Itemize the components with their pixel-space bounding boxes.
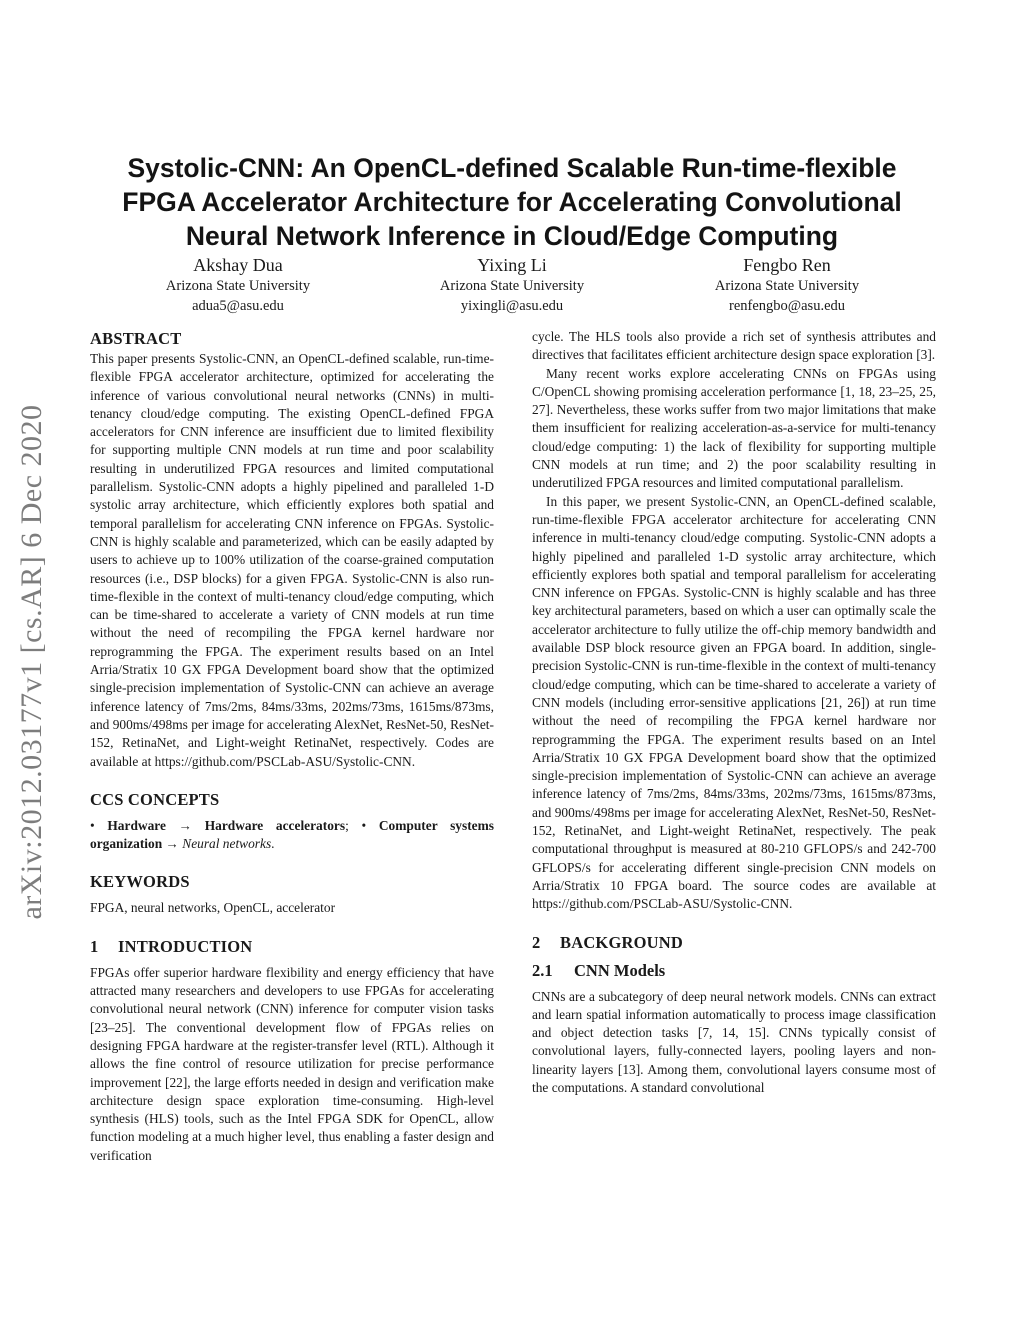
author-block-2 [382, 254, 642, 316]
title-line-3: Neural Network Inference in Cloud/Edge Computing [185, 220, 839, 251]
title-line-2: FPGA Accelerator Architecture for Accelerating Convolutional [122, 186, 902, 217]
ccs-item-neural-networks: Neural networks [182, 836, 272, 852]
author-name: Akshay Dua [193, 255, 283, 275]
cnn-models-subheading [532, 960, 936, 982]
author-name: Fengbo Ren [743, 255, 831, 275]
ccs-end: . [271, 836, 275, 852]
introduction-paragraph-2: Many recent works explore accelerating CNNs on FPGAs using C/OpenCL showing promising acceleration performance [1, 18, 23–25, 25, 27]. Nevertheless, these works suffer from two major limitations that make them insufficient for realizing acceleration-as-a-service for multi-tenancy cloud/edge computing: 1) the lack of flexibility for supporting multiple CNN models at run time; and 2) the poor scalability resulting in underutilized FPGA resources and limited computational parallelism. [532, 365, 936, 491]
section-number: 2 [532, 932, 541, 952]
section-title: INTRODUCTION [118, 936, 253, 956]
author-email: renfengbo@asu.edu [728, 298, 846, 314]
arxiv-identifier: arXiv:2012.03177v1 [cs.AR] 6 Dec 2020 [15, 404, 48, 920]
keywords-heading: KEYWORDS [90, 872, 190, 892]
author-affiliation: Arizona State University [439, 278, 585, 294]
ccs-heading: CCS CONCEPTS [90, 789, 220, 809]
author-email: adua5@asu.edu [192, 298, 284, 314]
subsection-number: 2.1 [532, 960, 553, 980]
author-block-1 [108, 254, 368, 316]
keywords-text: FPGA, neural networks, OpenCL, accelerator [90, 900, 336, 916]
introduction-heading [90, 936, 494, 958]
paper-title [90, 151, 934, 253]
author-affiliation: Arizona State University [714, 278, 860, 294]
subsection-title: CNN Models [574, 960, 666, 980]
background-heading [532, 932, 936, 954]
ccs-bullet: • [90, 817, 108, 833]
introduction-paragraph-1: FPGAs offer superior hardware flexibility and energy efficiency that have attracted many researchers and developers to use FPGAs for accelerating convolutional neural network (CNN) inference for computer vision tasks [23–25]. The conventional development flow of FPGAs relies on designing FPGA hardware at the register-transfer level (RTL). Although it allows the fine control of resource utilization for precise performance improvement [22], the large efforts needed in design and verification make architecture design space exploration time-consuming. High-level synthesis (HLS) tools, such as the Intel FPGA SDK for OpenCL, allow function modeling at a much higher level, thus enabling a faster design and verification [90, 964, 494, 1163]
introduction-paragraph-3: In this paper, we present Systolic-CNN, an OpenCL-defined scalable, run-time-flexible FPGA accelerator architecture for accelerating CNN inference in multi-tenancy cloud/edge computing. Systolic-CNN adopts a highly pipelined and paralleled 1-D systolic array architecture, which efficiently explores both spatial and temporal parallelism for accelerating CNN inference on FPGAs. Systolic-CNN is highly scalable and has three key architectural parameters, based on which a user can optimally scale the accelerator architecture to fully utilize the off-chip memory bandwidth and available DSP block resource given an FPGA board. In addition, single-precision Systolic-CNN is run-time-flexible in the context of multi-tenancy cloud/edge computing, which can be time-shared to accelerate a variety of CNN models (including error-sensitive applications [21, 26]) at run time without the need of recompiling the FPGA kernel hardware nor reprogramming the FPGA. The experiment results based on an Intel Arria/Stratix 10 GX FPGA Development board show that the optimized single-precision implementation of Systolic-CNN can achieve an average inference latency of 7ms/2ms, 84ms/33ms, 202ms/73ms, 1615ms/873ms, and 900ms/498ms per image for accelerating AlexNet, ResNet-50, ResNet-152, RetinaNet, and Light-weight RetinaNet, respectively. The peak computational throughput is measured at 80-210 GFLOPS/s and 242-700 GFLOPS/s for accelerating different single-precision CNN models on Arria/Stratix 10 FPGA board. The source codes are available at https://github.com/PSCLab-ASU/Systolic-CNN. [532, 493, 936, 912]
ccs-item-hardware: Hardware [107, 817, 166, 833]
section-title: BACKGROUND [560, 932, 684, 952]
right-column [532, 328, 936, 1097]
abstract-text: This paper presents Systolic-CNN, an OpenCL-defined scalable, run-time-flexible FPGA accelerator architecture, optimized for accelerating the inference of various convolutional neural networks (CNNs) in multi-tenancy cloud/edge computing. The existing OpenCL-defined FPGA accelerators for CNN inference are insufficient due to limited flexibility for supporting multiple CNN models at run time and poor scalability resulting in underutilized FPGA resources and limited computational parallelism. Systolic-CNN adopts a highly pipelined and paralleled 1-D systolic array architecture, which efficiently explores both spatial and temporal parallelism for accelerating CNN inference on FPGAs. Systolic-CNN is highly scalable and parameterized, which can be easily adapted by users to achieve up to 100% utilization of the coarse-grained computation resources (i.e., DSP blocks) for a given FPGA. Systolic-CNN is also run-time-flexible in the context of multi-tenancy cloud/edge computing, which can be time-shared to accelerate a variety of CNN models at run time without the need of recompiling the FPGA kernel hardware nor reprogramming the FPGA. The experiment results based on an Intel Arria/Stratix 10 GX FPGA Development board show that the optimized single-precision implementation of Systolic-CNN can achieve an average inference latency of 7ms/2ms, 84ms/33ms, 202ms/73ms, 1615ms/873ms, and 900ms/498ms per image for accelerating AlexNet, ResNet-50, ResNet-152, RetinaNet, and Light-weight RetinaNet, respectively. Codes are available at https://github.com/PSCLab-ASU/Systolic-CNN. [90, 351, 494, 769]
ccs-item-hardware-accelerators: Hardware accelerators [204, 817, 346, 833]
ccs-separator: ; [345, 817, 362, 833]
left-column [90, 328, 494, 1165]
author-block-3 [657, 254, 917, 316]
author-name: Yixing Li [477, 255, 547, 275]
introduction-paragraph-1-continued: cycle. The HLS tools also provide a rich set of synthesis attributes and directives that facilitates efficient architecture design space exploration [3]. [532, 329, 936, 363]
author-affiliation: Arizona State University [165, 278, 311, 294]
section-number: 1 [90, 936, 99, 956]
ccs-arrow: → [162, 836, 183, 852]
background-paragraph-1: CNNs are a subcategory of deep neural network models. CNNs can extract and learn spatial information automatically to process image classification and object detection tasks [7, 14, 15]. CNNs typically consist of convolutional layers, fully-connected layers, pooling layers and non-linearity layers [13]. Among them, convolutional layers consume most of the computations. A standard convolutional [532, 988, 936, 1095]
ccs-concepts [90, 817, 494, 854]
ccs-item-computer-systems: Computer systems organization [90, 817, 494, 852]
ccs-arrow: → [165, 817, 205, 833]
author-email: yixingli@asu.edu [460, 298, 564, 314]
title-line-1: Systolic-CNN: An OpenCL-defined Scalable Run-time-flexible [127, 152, 897, 183]
abstract-heading: ABSTRACT [90, 329, 182, 348]
ccs-bullet: • [361, 817, 379, 833]
